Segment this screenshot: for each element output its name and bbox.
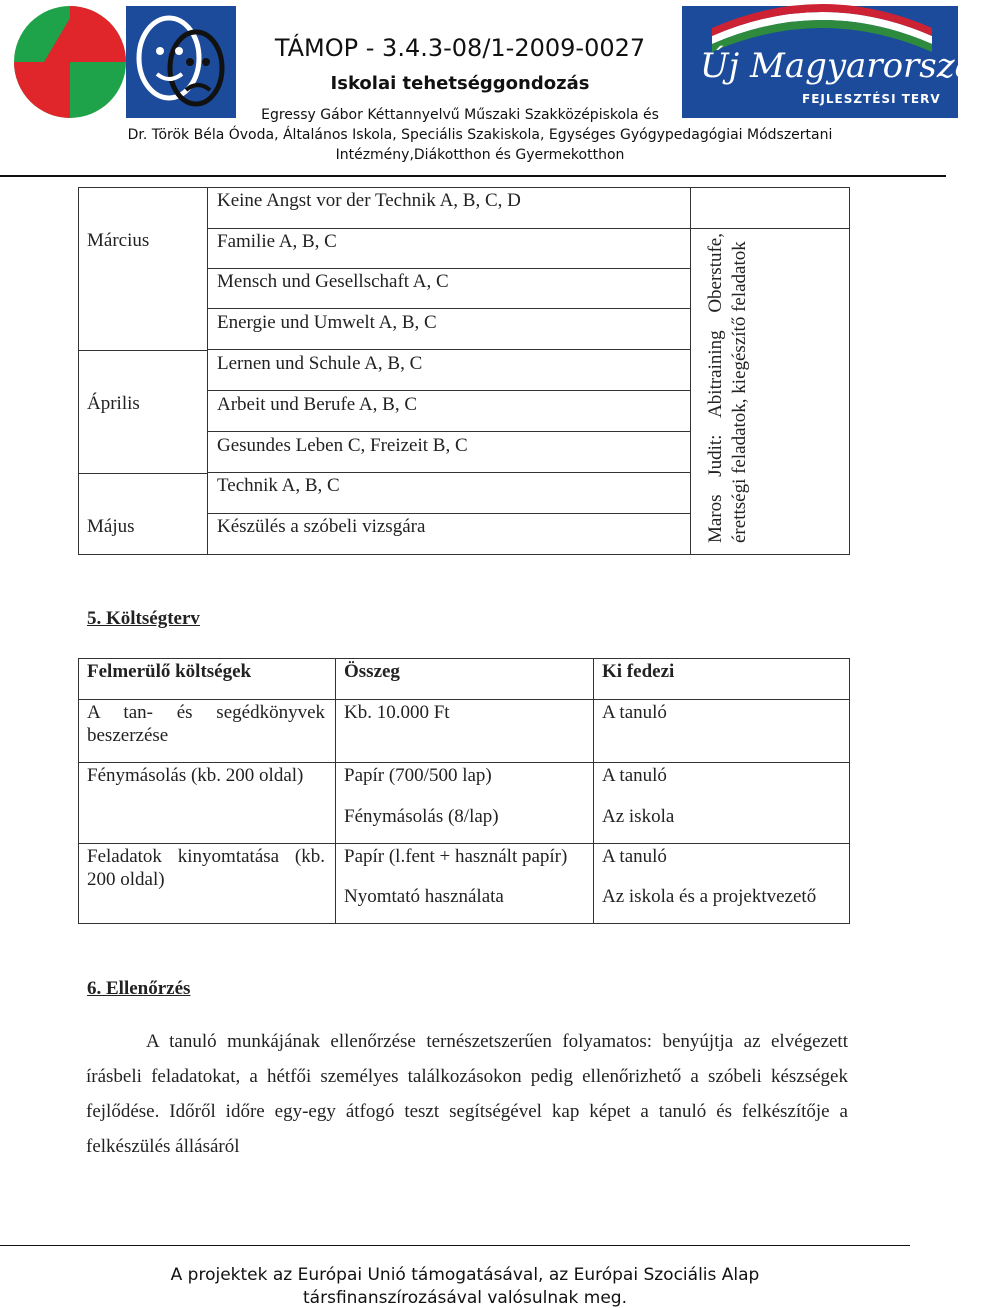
- topic-label: Készülés a szóbeli vizsgára: [217, 516, 426, 537]
- cost-payer: A tanuló: [602, 846, 667, 867]
- project-subtitle: Iskolai tehetséggondozás: [330, 73, 590, 94]
- topic-label: Energie und Umwelt A, B, C: [217, 312, 437, 333]
- source-reference-vertical: Maros Judit: Abitraining Oberstufe, érettségi feladatok, kiegészítő feladatok: [705, 233, 750, 543]
- topic-label: Gesundes Leben C, Freizeit B, C: [217, 435, 468, 456]
- topic-label: Keine Angst vor der Technik A, B, C, D: [217, 190, 521, 211]
- topic-label: Mensch und Gesellschaft A, C: [217, 271, 449, 292]
- topic-label: Familie A, B, C: [217, 231, 337, 252]
- month-label: Április: [87, 393, 140, 414]
- cost-amount: Fénymásolás (8/lap): [344, 806, 499, 827]
- column-header: Összeg: [344, 661, 400, 682]
- column-header: Felmerülő költségek: [87, 661, 252, 682]
- footer-line-1: A projektek az Európai Unió támogatásával, az Európai Szociális Alap: [170, 1265, 760, 1285]
- cost-amount: Nyomtató használata: [344, 886, 504, 907]
- source-header-cell: [690, 187, 850, 229]
- month-label: Május: [87, 516, 135, 537]
- topic-label: Lernen und Schule A, B, C: [217, 353, 423, 374]
- header-divider: [0, 175, 946, 177]
- footer-line-2: társfinanszírozásával valósulnak meg.: [303, 1288, 627, 1308]
- cost-item: A tan- és segédkönyvek beszerzése: [87, 702, 325, 746]
- control-paragraph: A tanuló munkájának ellenőrzése ternészetszerűen folyamatos: benyújtja az elvégezett írásbeli feladatokat, a hétfői személyes találkozásokon pedig ellenőrizhető a szóbeli készségek fejlődése. Időről időre egy-egy átfogó teszt segítségével kap képet a tanuló és felkészítője a felkészülés állásáról: [86, 1031, 848, 1157]
- topic-label: Arbeit und Berufe A, B, C: [217, 394, 418, 415]
- column-header: Ki fedezi: [602, 661, 675, 682]
- cost-payer: A tanuló: [602, 765, 667, 786]
- logo-subtext: FEJLESZTÉSI TERV: [802, 92, 941, 106]
- section-heading-control: 6. Ellenőrzés: [87, 978, 191, 999]
- section-heading-costs: 5. Költségterv: [87, 608, 200, 629]
- month-cell-marcius: [78, 187, 208, 351]
- cost-payer: A tanuló: [602, 702, 667, 723]
- cost-payer: Az iskola: [602, 806, 675, 827]
- footer-divider: [0, 1245, 910, 1246]
- cost-item: Feladatok kinyomtatása (kb. 200 oldal): [87, 846, 325, 890]
- cost-payer: Az iskola és a projektvezető: [602, 886, 817, 907]
- month-cell-majus: [78, 473, 208, 555]
- cost-amount: Papír (700/500 lap): [344, 765, 492, 786]
- project-logo-left: [14, 6, 236, 118]
- logo-text: Új Magyarország: [700, 46, 997, 86]
- project-code-title: TÁMOP - 3.4.3-08/1-2009-0027: [274, 34, 646, 62]
- cost-item: Fénymásolás (kb. 200 oldal): [87, 765, 304, 786]
- topic-label: Technik A, B, C: [217, 475, 340, 496]
- institution-line-1: Egressy Gábor Kéttannyelvű Műszaki Szakközépiskola és: [261, 107, 659, 123]
- cost-amount: Papír (l.fent + használt papír): [344, 846, 568, 867]
- month-label: Március: [87, 230, 150, 251]
- institution-line-2: Dr. Török Béla Óvoda, Általános Iskola, Speciális Szakiskola, Egységes Gyógypedagógiai Módszertani: [127, 127, 833, 143]
- cost-amount: Kb. 10.000 Ft: [344, 702, 450, 723]
- uj-magyarorszag-logo: [682, 6, 997, 118]
- institution-line-3: Intézmény,Diákotthon és Gyermekotthon: [335, 147, 625, 163]
